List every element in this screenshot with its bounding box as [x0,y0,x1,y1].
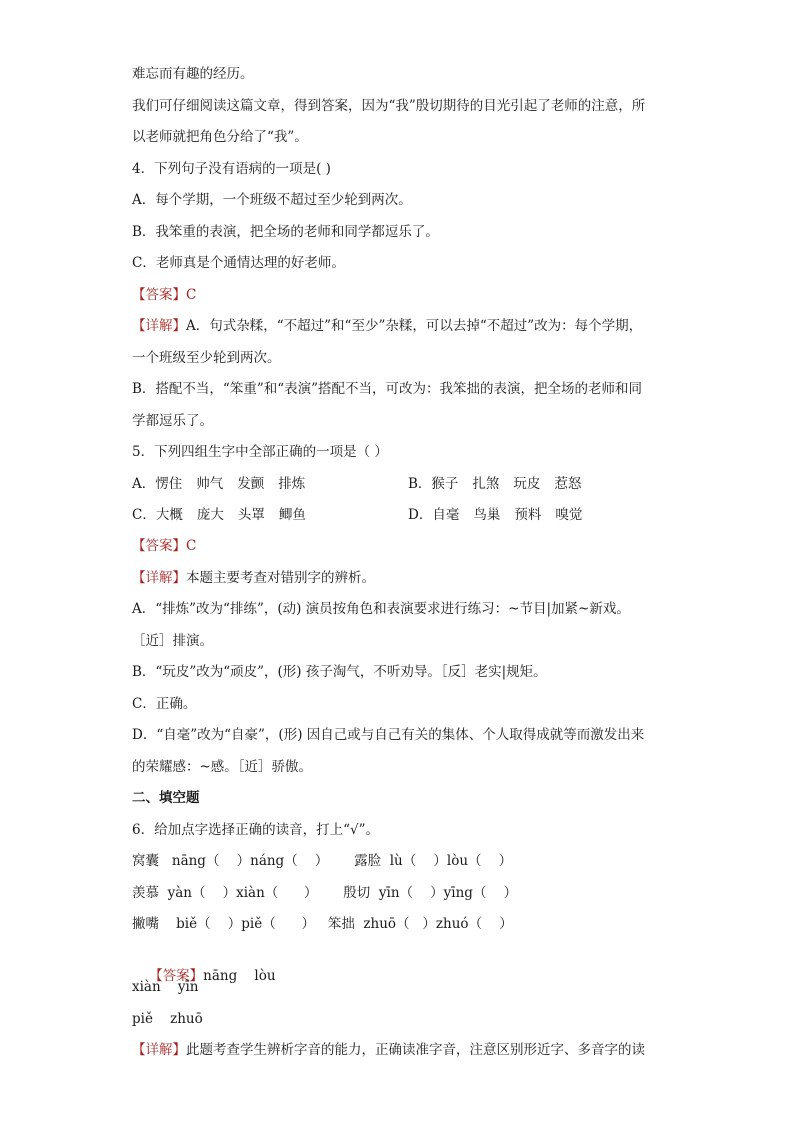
detail-4-line: 一个班级至少轮到两次。 [132,350,281,366]
detail-text: A．句式杂糅，“不超过”和“至少”杂糅，可以去掉“不超过”改为：每个学期， [186,318,643,334]
option-letter: B． [408,476,432,492]
detail-tag: 【详解】 [132,570,186,586]
answer-value: nāng lòu [203,968,276,984]
option-word: 排炼 [278,476,306,492]
answer-tag: 【答案】 [132,538,186,554]
option-letter: C． [132,507,156,523]
option-word: 愣住 [155,476,183,492]
option-word: 发颤 [237,476,265,492]
option-word: 玩皮 [513,476,541,492]
text-line: 难忘而有趣的经历。 [132,66,254,82]
question-4-option-c: C．老师真是个通情达理的好老师。 [132,255,345,271]
detail-6-line [132,1040,662,1060]
question-5: 5．下列四组生字中全部正确的一项是（ ） [132,444,388,460]
question-4-option-b: B．我笨重的表演，把全场的老师和同学都逗乐了。 [132,224,439,240]
question-4: 4．下列句子没有语病的一项是( ) [132,161,331,177]
text-line: 以老师就把角色分给了“我”。 [132,129,308,145]
option-word: 大概 [155,507,183,523]
detail-5-line: A．“排炼”改为“排练”，(动) 演员按角色和表演要求进行练习：~节目|加紧~新戏。 [132,601,630,617]
detail-4-line: 学都逗乐了。 [132,413,213,429]
option-word: 扎煞 [472,476,500,492]
question-6-row: 撇嘴 biě（ ）piě（ ） 笨拙 zhuō（ ）zhuó（ ） [132,916,513,932]
option-letter: A． [132,476,156,492]
detail-5-line [132,568,662,588]
answer-tag: 【答案】 [132,287,186,303]
option-word: 惹怒 [554,476,582,492]
detail-5-line: ［近］排演。 [132,633,213,649]
detail-text: 此题考查学生辨析字音的能力，正确读准字音，注意区别形近字、多音字的读 [186,1042,645,1058]
detail-4-line [132,316,662,336]
question-6: 6．给加点字选择正确的读音，打上“√”。 [132,822,379,838]
question-6-row: 窝囊 nāng（ ）náng（ ） 露脸 lù（ ）lòu（ ） [132,853,513,869]
option-letter: D． [408,507,433,523]
option-d [408,505,582,525]
text-line: 我们可仔细阅读这篇文章，得到答案，因为“我”殷切期待的目光引起了老师的注意，所 [132,98,646,114]
answer-4 [132,285,662,305]
option-word: 头罩 [237,507,265,523]
question-6-row: 羡慕 yàn（ ）xiàn（ ） 殷切 yīn（ ）yīng（ ） [132,885,518,901]
question-5-options-row [132,505,662,525]
answer-value: C [186,287,197,303]
detail-4-line: B．搭配不当，“笨重”和“表演”搭配不当，可改为：我笨拙的表演，把全场的老师和同 [132,381,643,397]
detail-5-line: B．“玩皮”改为“顽皮”，(形) 孩子淘气，不听劝导。［反］老实|规矩。 [132,664,547,680]
detail-tag: 【详解】 [132,1042,186,1058]
detail-text: 本题主要考查对错别字的辨析。 [186,570,375,586]
answer-5 [132,536,662,556]
option-word: 帅气 [196,476,224,492]
option-c [132,507,306,523]
option-b [408,474,581,494]
detail-5-line: D．“自毫”改为“自豪”，(形) 因自己或与自己有关的集体、个人取得成就等而激发出来 [132,727,645,743]
question-5-options-row [132,474,662,494]
answer-tag: 【答案】 [149,968,204,984]
detail-tag: 【详解】 [132,318,186,334]
option-word: 猴子 [431,476,459,492]
answer-6-line: piě zhuō [132,1011,203,1027]
answer-value: C [186,538,197,554]
option-word: 鲫鱼 [278,507,306,523]
detail-5-line: 的荣耀感：~感。［近］骄傲。 [132,759,313,775]
option-word: 预料 [514,507,542,523]
answer-6 [132,946,662,1006]
option-word: 自毫 [432,507,460,523]
option-word: 嗅觉 [555,507,583,523]
option-word: 鸟巢 [473,507,501,523]
section-heading: 二、填空题 [132,790,200,806]
option-a [132,476,305,492]
detail-5-line: C．正确。 [132,696,197,712]
option-word: 庞大 [196,507,224,523]
answer-6-line: xiàn yīn [132,979,199,995]
question-4-option-a: A．每个学期，一个班级不超过至少轮到两次。 [132,192,412,208]
